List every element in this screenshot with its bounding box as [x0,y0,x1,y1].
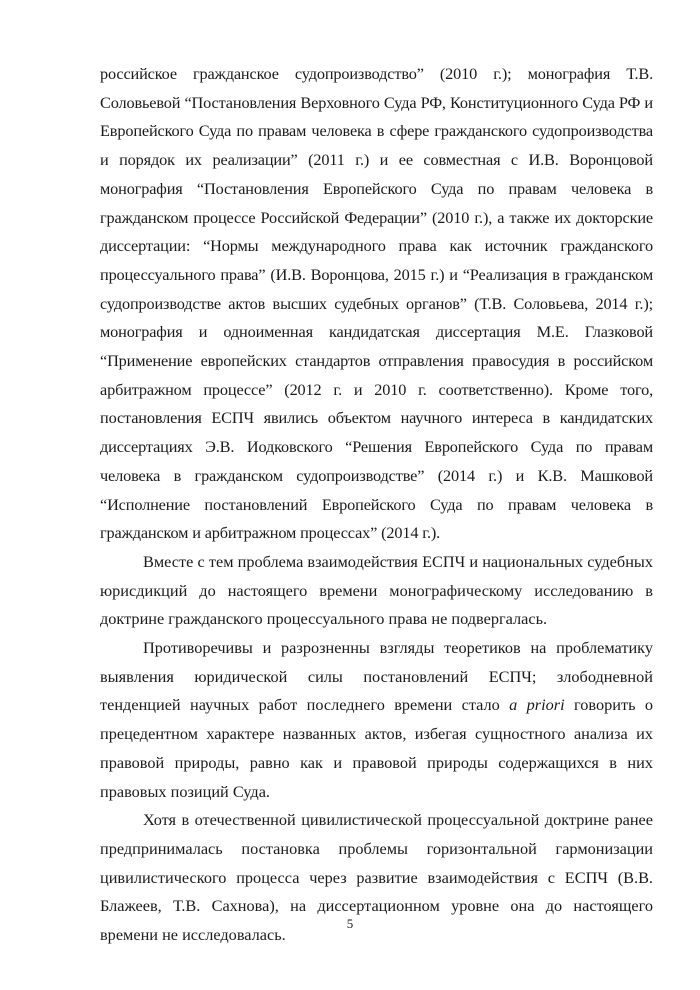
paragraph-3-text-after: говорить о прецедентном характере названных актов, избегая сущностного анализа их правовой природы, равно как и правовой природы содержащихся в них правовых позиций Суда. [100,695,653,801]
paragraph-2: Вместе с тем проблема взаимодействия ЕСПЧ и национальных судебных юрисдикций до настоящего времени монографическому исследованию в доктрине гражданского процессуального права не подвергалась. [100,551,653,629]
paragraph-3-text-before: Противоречивы и разрозненны взгляды теоретиков на проблематику выявления юридической силы постановлений ЕСПЧ; злободневной тенденцией научных работ последнего времени стало [100,638,653,715]
paragraph-3-italic-term: a priori [509,695,565,715]
page-number: 5 [346,916,354,931]
paragraph-3 [100,634,653,806]
paragraph-1: российское гражданское судопроизводство” (2010 г.); монография Т.В. Соловьевой “Постановления Верховного Суда РФ, Конституционного Суда РФ и Европейского Суда по правам человека в сфере гражданского судопроизводства и порядок их реализации” (2011 г.) и ее совместная с И.В. Воронцовой монография “Постановления Европейского Суда по правам человека в гражданском процессе Российской Федерации” (2010 г.), а также их докторские диссертации: “Нормы международного права как источник гражданского процессуального права” (И.В. Воронцова, 2015 г.) и “Реализация в гражданском судопроизводстве актов высших судебных органов” (Т.В. Соловьева, 2014 г.); монография и одноименная кандидатская диссертация М.Е. Глазковой “Применение европейских стандартов отправления правосудия в российском арбитражном процессе” (2012 г. и 2010 г. соответственно). Кроме того, постановления ЕСПЧ явились объектом научного интереса в кандидатских диссертациях Э.В. Иодковского “Решения Европейского Суда по правам человека в гражданском судопроизводстве” (2014 г.) и К.В. Машковой “Исполнение постановлений Европейского Суда по правам человека в гражданском и арбитражном процессах” (2014 г.). [100,64,653,543]
body-text [100,60,653,950]
paragraph-4: Хотя в отечественной цивилистической процессуальной доктрине ранее предпринималась постановка проблемы горизонтальной гармонизации цивилистического процесса через развитие взаимодействия с ЕСПЧ (В.В. Блажеев, Т.В. Сахнова), на диссертационном уровне она до настоящего времени не исследовалась. [100,810,653,945]
